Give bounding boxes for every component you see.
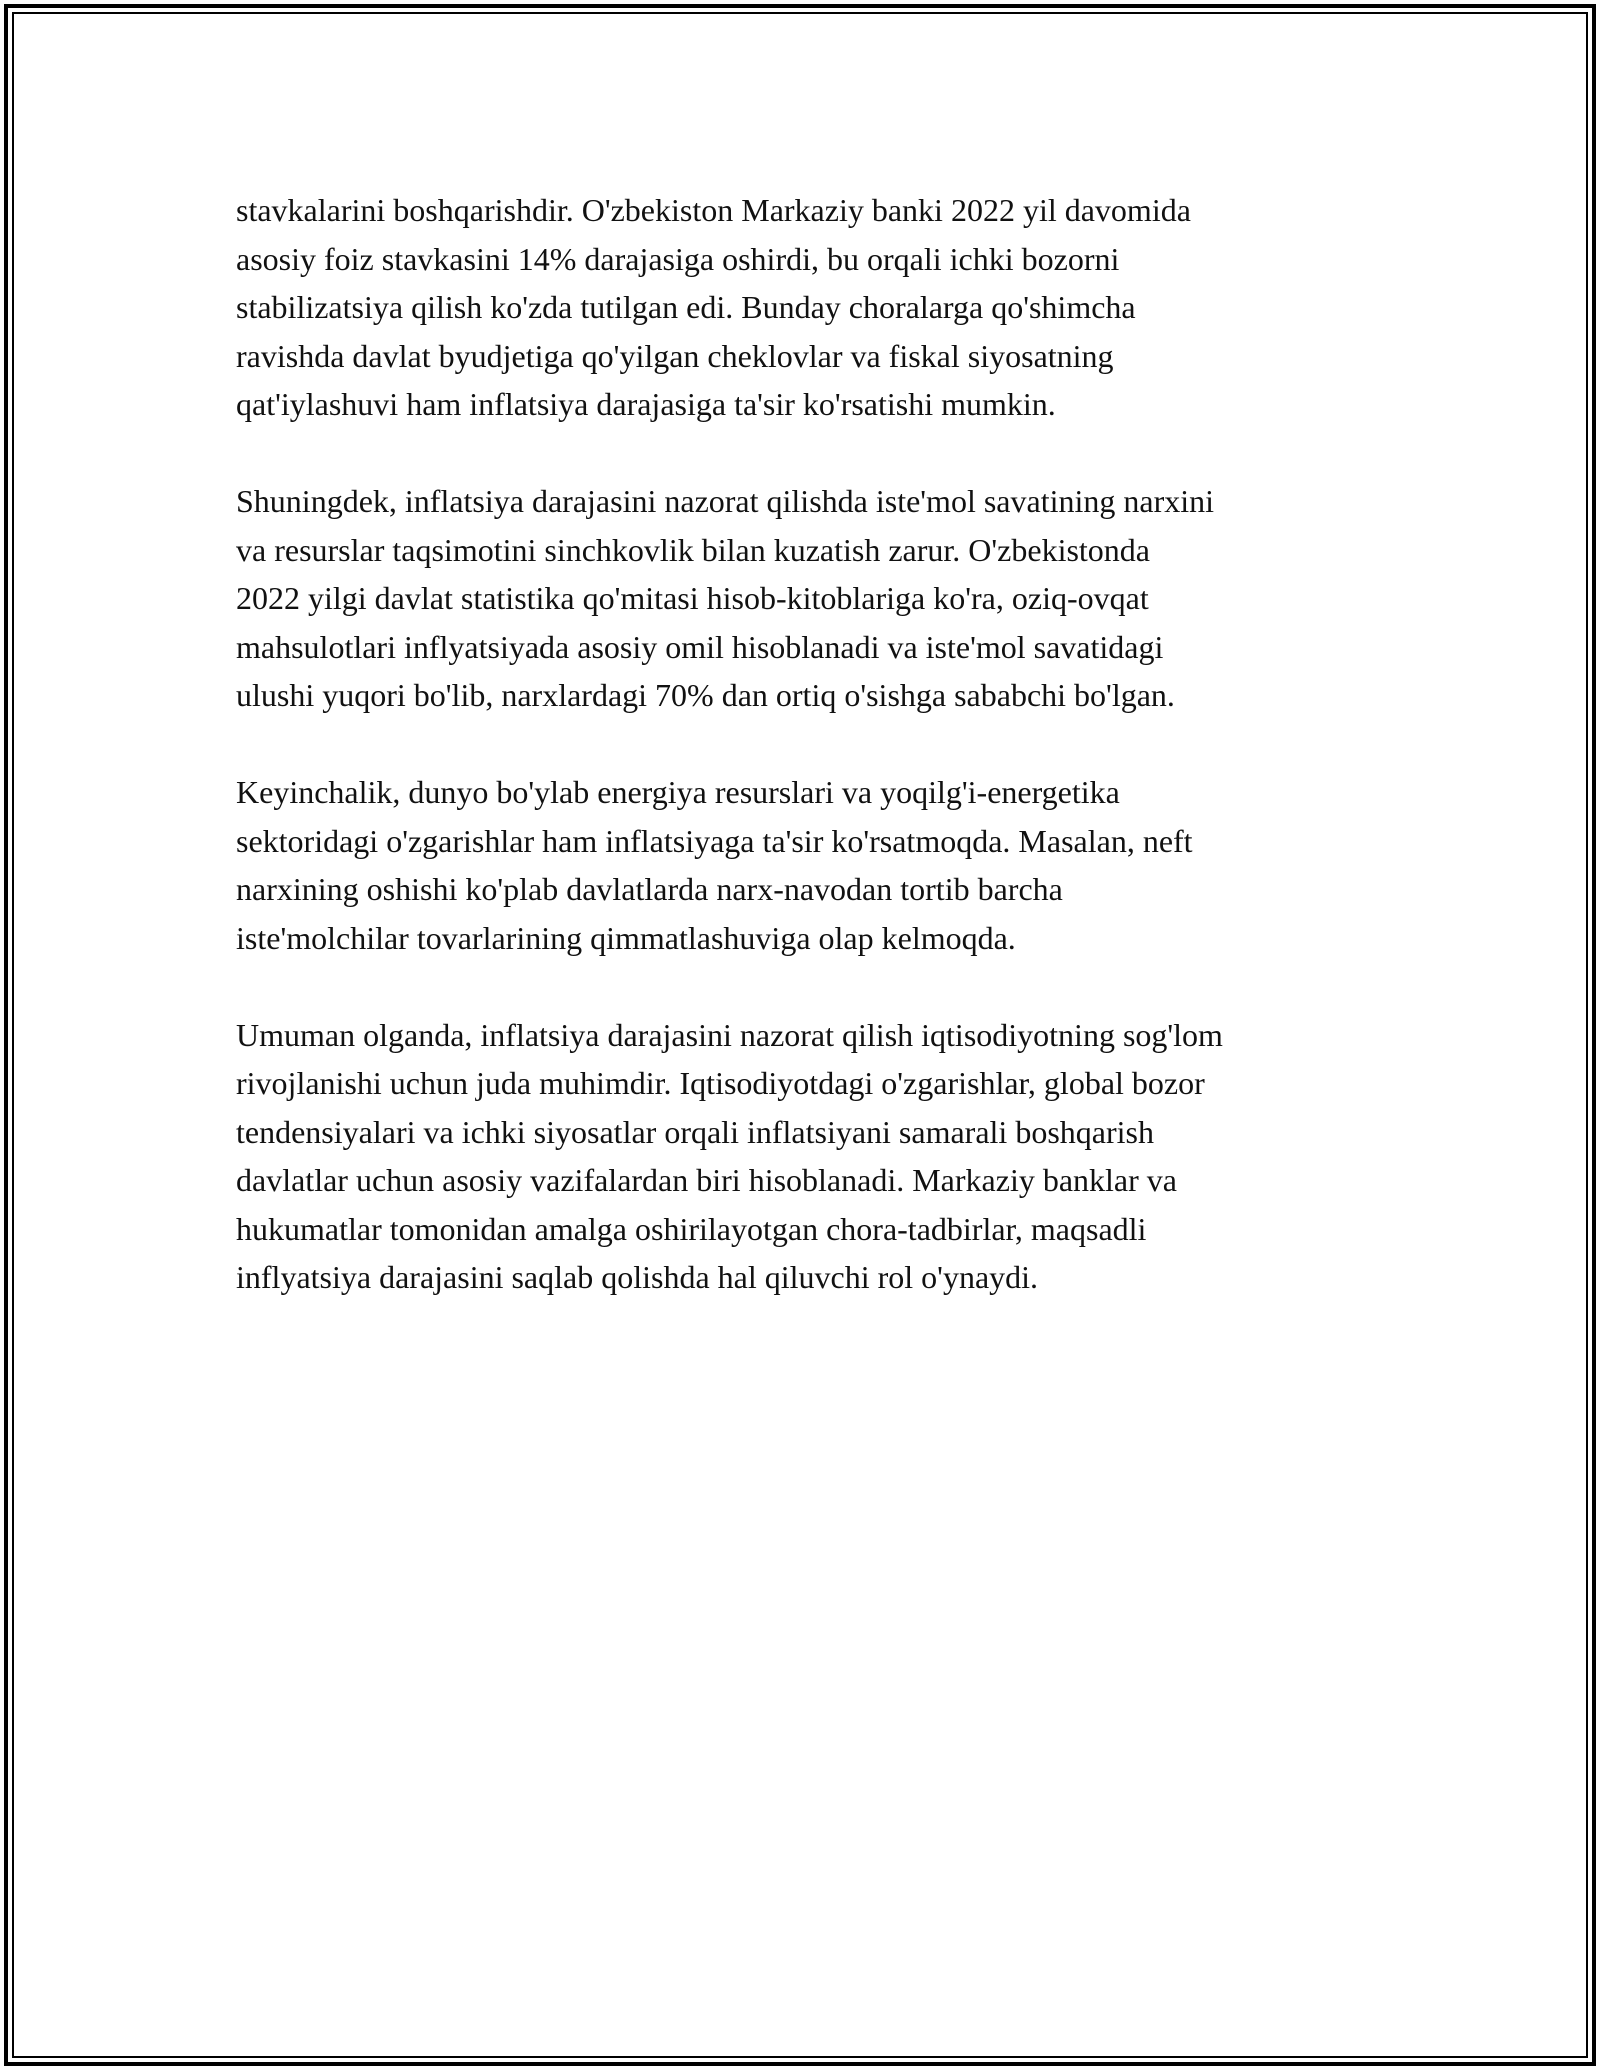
- document-body: [236, 186, 1376, 1350]
- paragraph-conclusion: Umuman olganda, inflatsiya darajasini nazorat qilish iqtisodiyotning sog'lom rivojlanishi uchun juda muhimdir. Iqtisodiyotdagi o'zgarishlar, global bozor tendensiyalari va ichki siyosatlar orqali inflatsiyani samarali boshqarish davlatlar uchun asosiy vazifalardan biri hisoblanadi. Markaziy banklar va hukumatlar tomonidan amalga oshirilayotgan chora-tadbirlar, maqsadli inflyatsiya darajasini saqlab qolishda hal qiluvchi rol o'ynaydi.: [236, 1016, 1223, 1295]
- paragraph-monetary-policy: stavkalarini boshqarishdir. O'zbekiston Markaziy banki 2022 yil davomida asosiy foiz stavkasini 14% darajasiga oshirdi, bu orqali ichki bozorni stabilizatsiya qilish ko'zda tutilgan edi. Bunday choralarga qo'shimcha ravishda davlat byudjetiga qo'yilgan cheklovlar va fiskal siyosatning qat'iylashuvi ham inflatsiya darajasiga ta'sir ko'rsatishi mumkin.: [236, 192, 1191, 422]
- paragraph-energy-resources: Keyinchalik, dunyo bo'ylab energiya resurslari va yoqilg'i-energetika sektoridagi o'zgarishlar ham inflatsiyaga ta'sir ko'rsatmoqda. Masalan, neft narxining oshishi ko'plab davlatlarda narx-navodan tortib barcha iste'molchilar tovarlarining qimmatlashuviga olap kelmoqda.: [236, 774, 1193, 956]
- paragraph-consumer-basket: Shuningdek, inflatsiya darajasini nazorat qilishda iste'mol savatining narxini va resurslar taqsimotini sinchkovlik bilan kuzatish zarur. O'zbekistonda 2022 yilgi davlat statistika qo'mitasi hisob-kitoblariga ko'ra, oziq-ovqat mahsulotlari inflyatsiyada asosiy omil hisoblanadi va iste'mol savatidagi ulushi yuqori bo'lib, narxlardagi 70% dan ortiq o'sishga sababchi bo'lgan.: [236, 483, 1214, 713]
